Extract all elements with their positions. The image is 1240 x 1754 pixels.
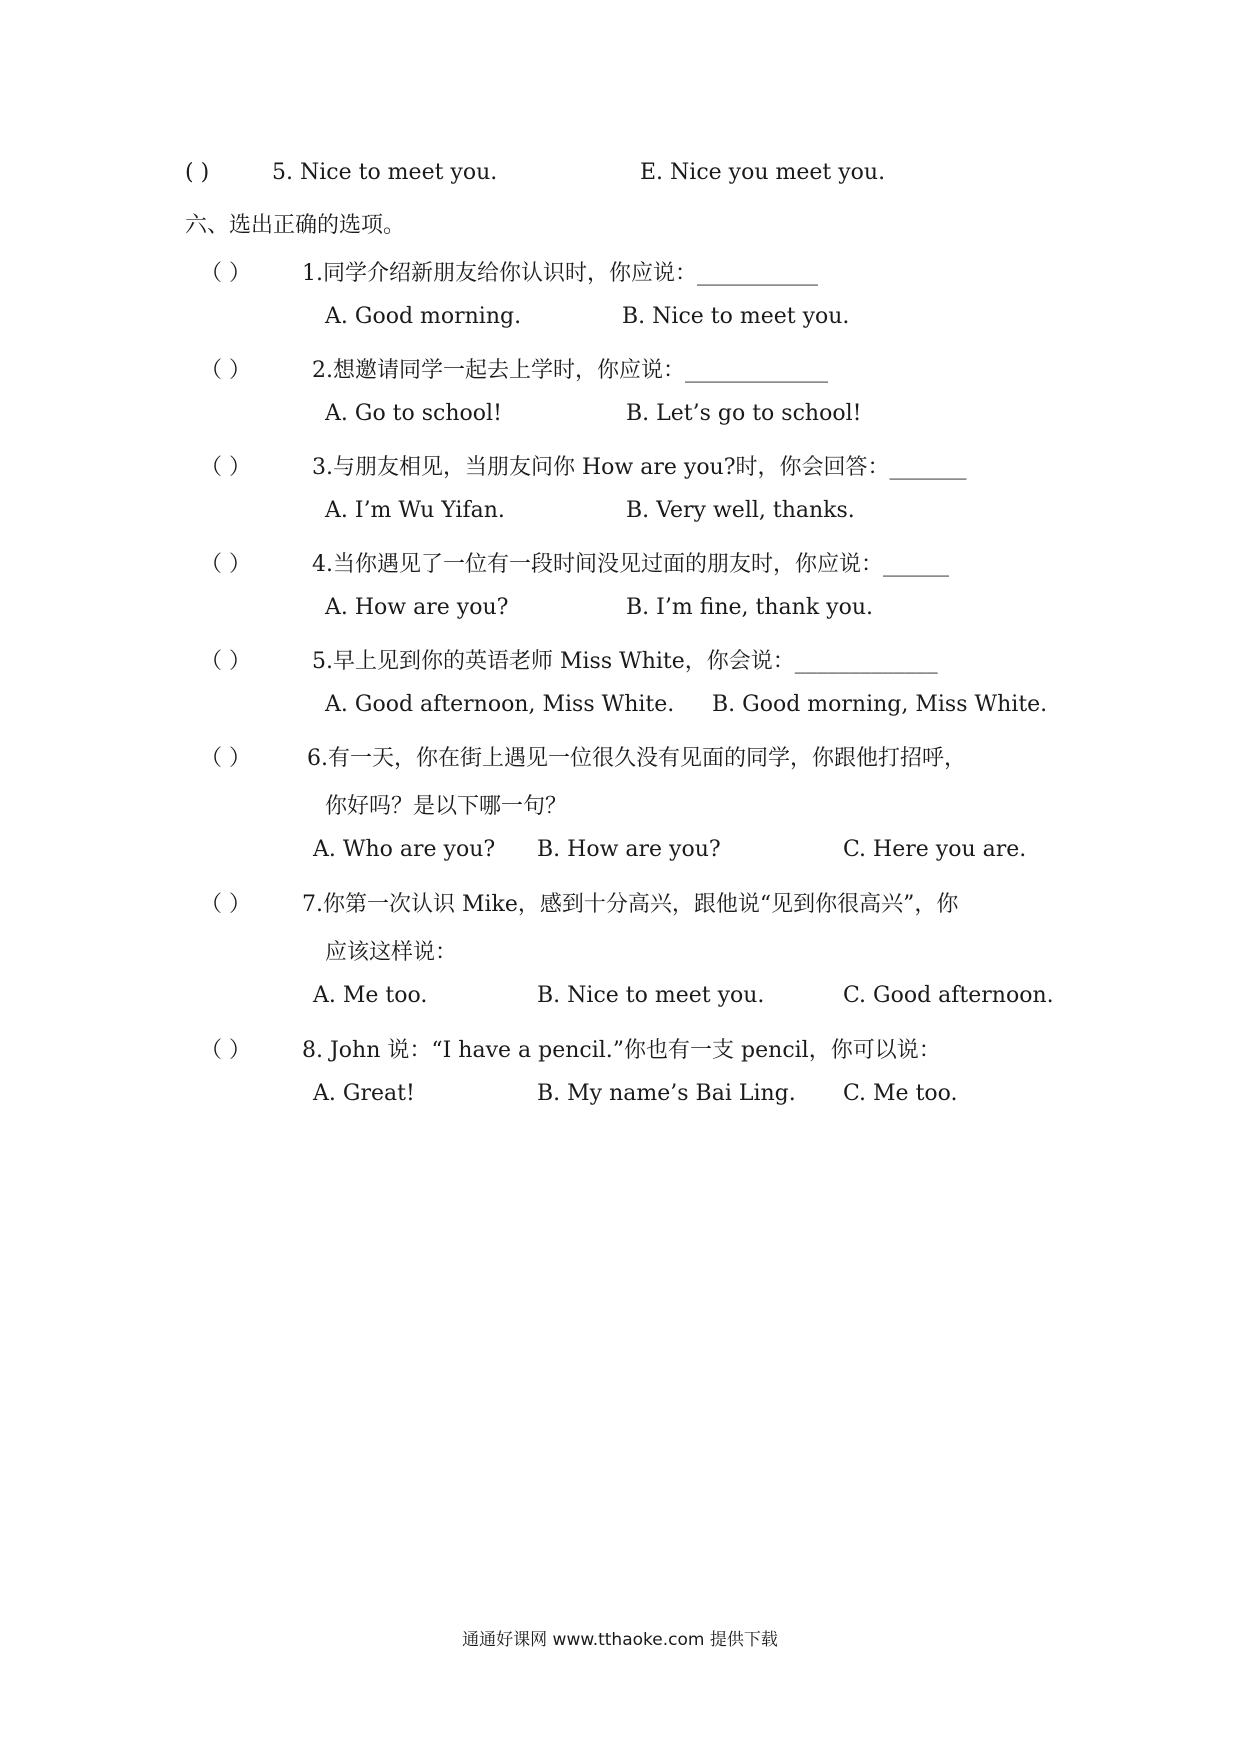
answer-paren-q1[interactable]: （ ） <box>200 261 251 286</box>
answer-paren-q6[interactable]: （ ） <box>200 746 251 771</box>
question-1-text: 1.同学介绍新朋友给你认识时，你应说：___________ <box>302 261 818 286</box>
answer-paren-q4[interactable]: （ ） <box>200 552 251 577</box>
q6-option-a: A. Who are you? <box>313 837 496 862</box>
q5-option-b: B. Good morning, Miss White. <box>712 692 1048 717</box>
footer-credit: 通通好课网 www.tthaoke.com 提供下载 <box>462 1630 778 1650</box>
question-6-text-cont: 你好吗？是以下哪一句？ <box>325 794 568 819</box>
q4-option-a: A. How are you? <box>325 595 509 620</box>
q6-option-b: B. How are you? <box>537 837 721 862</box>
question-7-text: 7.你第一次认识 Mike，感到十分高兴，跟他说“见到你很高兴”，你 <box>302 892 959 917</box>
answer-paren-q2[interactable]: （ ） <box>200 358 251 383</box>
q2-option-a: A. Go to school! <box>325 401 502 426</box>
question-text: 5. Nice to meet you. <box>272 160 498 185</box>
q7-option-a: A. Me too. <box>313 983 428 1008</box>
q7-option-b: B. Nice to meet you. <box>537 983 765 1008</box>
q7-option-c: C. Good afternoon. <box>843 983 1054 1008</box>
q2-option-b: B. Let’s go to school! <box>626 401 862 426</box>
answer-paren-q3[interactable]: （ ） <box>200 455 251 480</box>
question-5-text: 5.早上见到你的英语老师 Miss White，你会说：_____________ <box>312 649 938 674</box>
answer-paren-q8[interactable]: （ ） <box>200 1038 251 1063</box>
answer-paren-q5[interactable]: （ ） <box>200 649 251 674</box>
section-title: 六、选出正确的选项。 <box>185 213 406 238</box>
question-2-text: 2.想邀请同学一起去上学时，你应说：_____________ <box>312 358 828 383</box>
q3-option-b: B. Very well, thanks. <box>626 498 855 523</box>
q1-option-a: A. Good morning. <box>325 304 522 329</box>
q3-option-a: A. I’m Wu Yifan. <box>325 498 505 523</box>
question-8-text: 8. John 说：“I have a pencil.”你也有一支 pencil，你可以说： <box>302 1038 941 1063</box>
answer-paren-q7[interactable]: （ ） <box>200 892 251 917</box>
q8-option-b: B. My name’s Bai Ling. <box>537 1081 796 1106</box>
q8-option-c: C. Me too. <box>843 1081 958 1106</box>
q4-option-b: B. I’m fine, thank you. <box>626 595 873 620</box>
q8-option-a: A. Great! <box>313 1081 415 1106</box>
question-7-text-cont: 应该这样说： <box>325 940 458 965</box>
q6-option-c: C. Here you are. <box>843 837 1027 862</box>
option-e: E. Nice you meet you. <box>640 160 886 185</box>
q5-option-a: A. Good afternoon, Miss White. <box>325 692 675 717</box>
answer-paren[interactable]: ( ) <box>185 160 210 185</box>
question-6-text: 6.有一天，你在街上遇见一位很久没有见面的同学，你跟他打招呼， <box>307 746 966 771</box>
q1-option-b: B. Nice to meet you. <box>622 304 850 329</box>
question-4-text: 4.当你遇见了一位有一段时间没见过面的朋友时，你应说：______ <box>312 552 949 577</box>
question-3-text: 3.与朋友相见，当朋友问你 How are you?时，你会回答：_______ <box>312 455 967 480</box>
